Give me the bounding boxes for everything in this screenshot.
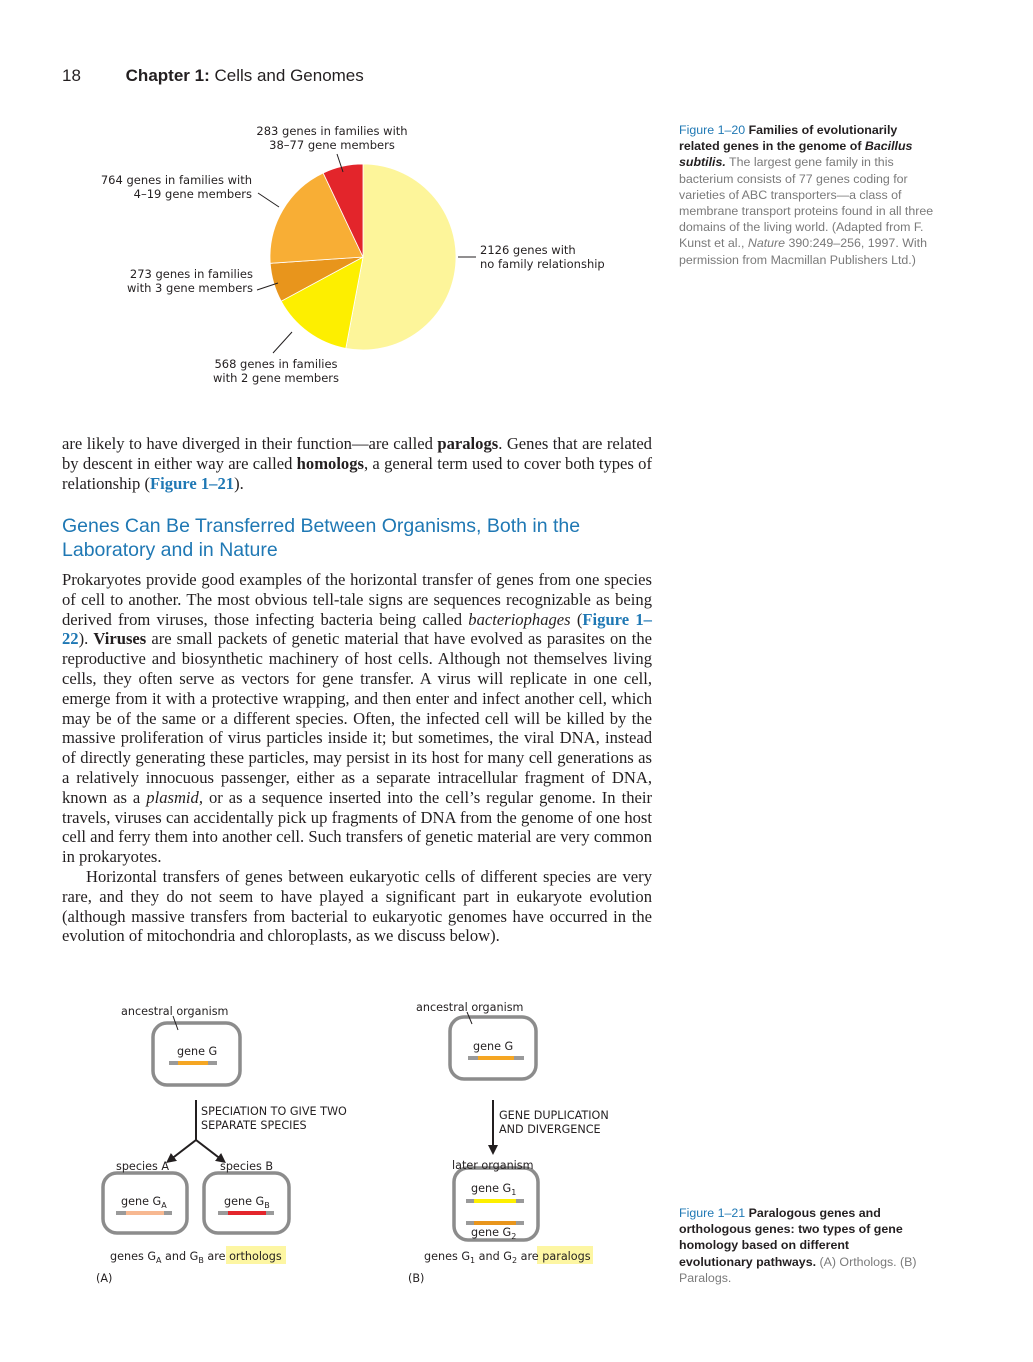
body-main bbox=[62, 570, 652, 946]
gene-gb-bar bbox=[228, 1211, 266, 1215]
pie-label-4-19-members-1: 764 genes in families with bbox=[100, 173, 252, 187]
gene-gb-label: gene $G_B$ bbox=[224, 1195, 270, 1210]
speciation-arrow-left bbox=[170, 1140, 196, 1160]
pie-label-38-77-members-2: 38–77 gene members bbox=[269, 138, 395, 152]
figure-1-20-body: The largest gene family in this bacterium consists of 77 genes coding for varieties of ABC transporters—a class of membrane transport proteins found in all three domains of the living world. (Adapted from F. Kunst et al., bbox=[679, 155, 934, 251]
page-number: 18 bbox=[62, 66, 81, 85]
term-bacteriophages: bacteriophages bbox=[468, 609, 571, 629]
gene-g-label-b: gene G bbox=[473, 1040, 514, 1053]
term-plasmid: plasmid, bbox=[146, 787, 203, 807]
term-homologs: homologs bbox=[296, 453, 364, 473]
body-text: ). bbox=[78, 629, 94, 649]
leader-2-members bbox=[273, 332, 292, 353]
panel-a-letter: (A) bbox=[96, 1272, 113, 1285]
orthologs-summary: genes $G_A$ and $G_B$ are orthologs bbox=[110, 1250, 282, 1265]
term-paralogs: paralogs bbox=[437, 434, 499, 453]
figure-1-21-label: Figure 1–21 bbox=[679, 1206, 746, 1220]
figure-1-20-title-italic: Bacillus subtilis. bbox=[679, 139, 913, 170]
gene-ga-bar bbox=[126, 1211, 164, 1215]
ancestral-organism-label-b: ancestral organism bbox=[416, 1001, 524, 1014]
gene-g1-label: gene $G_1$ bbox=[471, 1182, 517, 1197]
chapter-label: Chapter 1: bbox=[125, 66, 210, 85]
speciation-label-1: SPECIATION TO GIVE TWO bbox=[201, 1105, 347, 1118]
section-heading: Genes Can Be Transferred Between Organisms, Both in the Laboratory and in Nature bbox=[62, 515, 581, 561]
figure-link-1-22[interactable]: Figure 1–22 bbox=[62, 609, 652, 649]
gene-ga-label: gene $G_A$ bbox=[121, 1195, 167, 1210]
duplication-label-1: GENE DUPLICATION bbox=[499, 1109, 609, 1122]
figure-link-1-21[interactable]: Figure 1–21 bbox=[150, 473, 235, 493]
body-text: are small packets of genetic material that have evolved as parasites on the reproductive and biosynthetic machinery of host cells. Although not themselves living cells, they often serve as vectors for gene transfer. A virus will replicate in one cell, emerge from it with a protective wrapping, and then enter and infect another cell, which may be of the same or a different species. Often, the infected cell will be killed by the massive proliferation of virus particles inside it; but sometimes, the viral DNA, instead of directly generating these particles, may persist in its host for many cell generations as a relatively innocuous passenger, either as a separate intracellular fragment of DNA, known as a bbox=[62, 629, 652, 807]
body-text: , a general term used to cover both types of relationship ( bbox=[62, 453, 652, 493]
figure-1-20-label: Figure 1–20 bbox=[679, 123, 746, 137]
chapter-title: Cells and Genomes bbox=[214, 66, 364, 85]
body-text: are likely to have diverged in their function—are called bbox=[62, 434, 438, 453]
body-text: . Genes that are related by descent in either way are called bbox=[62, 434, 652, 473]
pie-label-4-19-members-2: 4–19 gene members bbox=[133, 187, 252, 201]
body-paragraph-continuation bbox=[62, 434, 652, 493]
body-text: ( bbox=[570, 609, 583, 629]
duplication-label-2: AND DIVERGENCE bbox=[499, 1123, 601, 1136]
paralogs-summary: genes $G_1$ and $G_2$ are paralogs bbox=[424, 1250, 591, 1265]
body-text: Prokaryotes provide good examples of the horizontal transfer of genes from one species of cell to another. The most obvious tell-tale signs are sequences recognizable as being derived from viruses, those infecting bacteria being called bbox=[62, 570, 652, 629]
pie-label-2-members-2: with 2 gene members bbox=[213, 371, 339, 385]
ancestral-organism-label-a: ancestral organism bbox=[121, 1005, 229, 1018]
later-organism-label: later organism bbox=[452, 1159, 534, 1172]
figure-1-20-caption bbox=[679, 122, 941, 268]
term-viruses: Viruses bbox=[93, 629, 147, 649]
pie-label-no-family-2: no family relationship bbox=[480, 257, 605, 271]
gene-g-bar-b bbox=[478, 1056, 514, 1060]
species-b-label: species B bbox=[220, 1160, 274, 1173]
pie-label-2-members-1: 568 genes in families bbox=[214, 357, 338, 371]
body-text: ). bbox=[234, 473, 244, 493]
body-text: or as a sequence inserted into the cell’s regular genome. In their travels, viruses can accidentally pick up fragments of DNA from the genome of one host cell and ferry them into another cell. Such transfers of genetic material are very common in prokaryotes. bbox=[62, 787, 652, 867]
paragraph-1 bbox=[62, 570, 652, 867]
pie-label-3-members-2: with 3 gene members bbox=[127, 281, 253, 295]
gene-g-bar-a bbox=[178, 1061, 208, 1065]
pie-label-38-77-members-1: 283 genes in families with bbox=[256, 124, 408, 138]
figure-1-20-title: Families of evolutionarily related genes in the genome of bbox=[679, 123, 898, 154]
speciation-arrow-right bbox=[196, 1140, 222, 1160]
gene-bars bbox=[116, 1056, 524, 1225]
panel-b-letter: (B) bbox=[408, 1272, 425, 1285]
species-a-label: species A bbox=[116, 1160, 169, 1173]
speciation-label-2: SEPARATE SPECIES bbox=[201, 1119, 307, 1132]
figure-1-20-body-end: 390:249–256, 1997. With permission from Macmillan Publishers Ltd.) bbox=[679, 236, 927, 267]
leader-4-19-members bbox=[258, 193, 279, 207]
figure-1-20-body-italic: Nature bbox=[747, 236, 786, 251]
figure-1-21-diagram bbox=[0, 990, 680, 1300]
gene-g1-bar bbox=[474, 1199, 516, 1203]
figure-1-21-caption bbox=[679, 1205, 919, 1286]
pie-label-3-members-1: 273 genes in families bbox=[129, 267, 253, 281]
figure-1-21-title: Paralogous genes and orthologous genes: two types of gene homology based on different evolutionary pathways. bbox=[679, 1206, 903, 1269]
gene-g-label-a: gene G bbox=[177, 1045, 218, 1058]
paragraph-2: Horizontal transfers of genes between eukaryotic cells of different species are very rare, and they do not seem to have played a significant part in eukaryote evolution (although massive transfers from bacterial to eukaryotic genomes have occurred in the evolution of mitochondria and chloroplasts, as we discuss below). bbox=[62, 866, 652, 946]
gene-g2-bar bbox=[474, 1221, 516, 1225]
pie-slices bbox=[270, 164, 456, 350]
figure-1-21-body: (A) Orthologs. (B) Paralogs. bbox=[679, 1254, 917, 1285]
pie-label-no-family-1: 2126 genes with bbox=[480, 243, 576, 257]
figure-1-20-pie-chart bbox=[0, 0, 680, 400]
gene-g2-label: gene $G_2$ bbox=[471, 1226, 517, 1241]
